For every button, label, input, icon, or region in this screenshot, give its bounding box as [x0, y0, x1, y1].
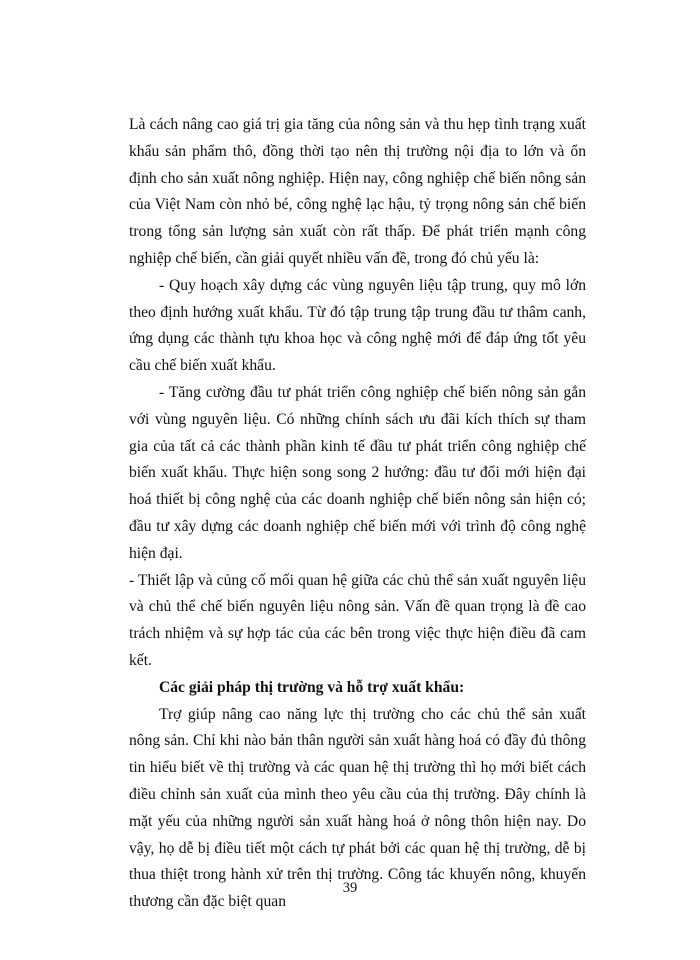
paragraph-intro: Là cách nâng cao giá trị gia tăng của nông sản và thu hẹp tình trạng xuất khẩu sản phẩm thô, đồng thời tạo nên thị trường nội địa to lớn và ổn định cho sản xuất nông nghiệp. Hiện nay, công nghiệp chế biến nông sản của Việt Nam còn nhỏ bé, công nghệ lạc hậu, tỷ trọng nông sản chế biến trong tổng sản lượng sản xuất còn rất thấp. Để phát triển mạnh công nghiệp chế biến, cần giải quyết nhiều vấn đề, trong đó chủ yếu là: — [129, 116, 586, 267]
paragraph-bullet-relationship: - Thiết lập và củng cố mối quan hệ giữa các chủ thể sản xuất nguyên liệu và chủ thể chế biến nguyên liệu nông sản. Vấn đề quan trọng là đề cao trách nhiệm và sự hợp tác của các bên trong việc thực hiện điều đã cam kết. — [129, 571, 586, 669]
section-heading: Các giải pháp thị trường và hỗ trợ xuất khẩu: — [159, 678, 465, 696]
document-body — [129, 112, 586, 916]
paragraph-market-support: Trợ giúp nâng cao năng lực thị trường cho các chủ thể sản xuất nông sản. Chỉ khi nào bản thân người sản xuất hàng hoá có đầy đủ thông tin hiểu biết về thị trường và các quan hệ thị trường thì họ mới biết cách điều chỉnh sản xuất của mình theo yêu cầu của thị trường. Đây chính là mặt yếu của những người sản xuất hàng hoá ở nông thôn hiện nay. Do vậy, họ dễ bị điều tiết một cách tự phát bởi các quan hệ thị trường, dễ bị thua thiệt trong hành xử trên thị trường. Công tác khuyến nông, khuyến thương cần đặc biệt quan — [129, 705, 586, 911]
paragraph-bullet-investment: - Tăng cường đầu tư phát triển công nghiệp chế biến nông sản gắn với vùng nguyên liệu. Có những chính sách ưu đãi kích thích sự tham gia của tất cả các thành phần kinh tế đầu tư phát triển công nghiệp chế biến xuất khẩu. Thực hiện song song 2 hướng: đầu tư đổi mới hiện đại hoá thiết bị công nghệ của các doanh nghiệp chế biến nông sản hiện có; đầu tư xây dựng các doanh nghiệp chế biến mới với trình độ công nghệ hiện đại. — [129, 383, 586, 562]
page-number: 39 — [342, 880, 358, 896]
paragraph-bullet-planning: - Quy hoạch xây dựng các vùng nguyên liệu tập trung, quy mô lớn theo định hướng xuất khẩu. Từ đó tập trung tập trung đầu tư thâm canh, ứng dụng các thành tựu khoa học và công nghệ mới để đáp ứng tốt yêu cầu chế biến xuất khẩu. — [129, 276, 586, 375]
